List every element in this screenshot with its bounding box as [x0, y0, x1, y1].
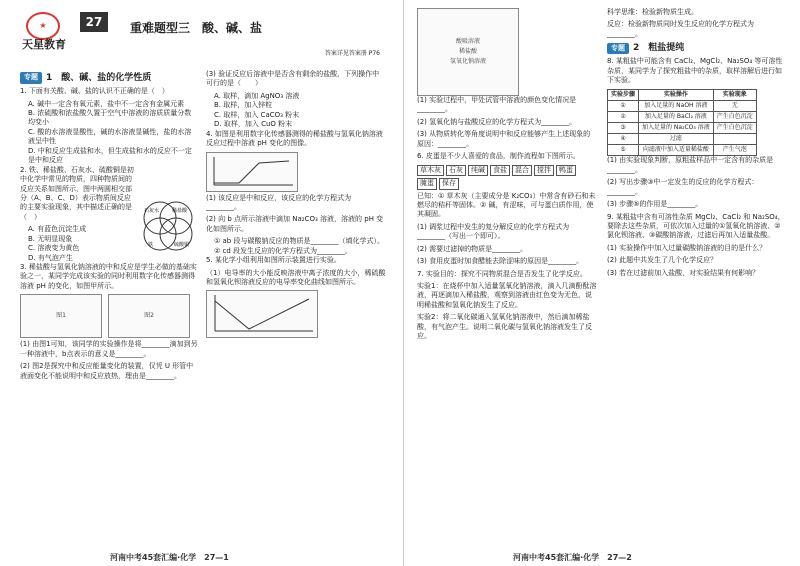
question-6-note: 已知：① 草木灰（主要成分是 K₂CO₃）中常含有砂石和未燃尽的秸秆等固体。② 碱，有涩味，可与蛋白质作用，使其凝固。	[417, 191, 596, 219]
question-7-2: 实验2：将二氧化碳通入氢氧化钠溶液中，然后滴加稀盐酸，有气泡产生。说明二氧化碳与氢氧化钠溶液发生了反应。	[417, 313, 592, 341]
q1-option: D. 中和反应生成盐和水，但生成盐和水的反应不一定是中和反应	[28, 146, 192, 165]
right-top-text-2: 反应：检验新物质同时发生反应的化学方程式为________。	[607, 20, 754, 38]
right-page	[403, 0, 800, 566]
flow-step: 鸭蛋	[556, 165, 576, 176]
q4-2-item: ② cd 段发生反应的化学方程式为________。	[214, 246, 353, 255]
flow-step: 混合	[512, 165, 532, 176]
question-5: 5. 某化学小组利用如图所示装置进行实验。	[206, 256, 341, 265]
flow-step: 纯碱	[468, 165, 488, 176]
question-3-1: (1) 由图1可知，该同学的实验操作是将________滴加到另一种溶液中，b点表示的意义是________。	[20, 340, 198, 358]
question-5-2: (2) 氢氧化钠与盐酸反应的化学方程式为________。	[417, 117, 577, 126]
flow-chart	[417, 165, 597, 190]
venn-label: 稀盐酸	[172, 207, 188, 214]
section-heading: 专题 1 酸、碱、盐的化学性质	[20, 72, 198, 84]
question-8-1: (1) 由实验现象判断，原粗盐样品中一定含有的杂质是________。	[607, 156, 774, 174]
flow-step: 腌蛋	[417, 178, 437, 189]
question-6-1: (1) 调浆过程中发生的复分解反应的化学方程式为________（写出一个即可）。	[417, 222, 570, 241]
q3-3-option: A. 取样，滴加 AgNO₃ 溶液	[214, 91, 300, 100]
right-top-text: 科学思维：检验新物质生成。	[607, 8, 698, 16]
brand: 天星教育	[22, 38, 66, 51]
footer-left: 河南中考45套汇编·化学 27—1	[110, 553, 229, 563]
header	[20, 8, 390, 63]
table-row: ⑤ 向滤液中加入适量稀盐酸 产生气泡	[608, 145, 757, 156]
question-6: 6. 皮蛋是不少人喜爱的食品，制作流程如下图所示。	[417, 152, 580, 161]
venn-label: 硫酸铜	[174, 241, 190, 248]
question-9-1: (1) 实验操作中加入过量碳酸钠溶液的目的是什么？	[607, 243, 767, 252]
question-4-1: (1) 该反应是中和反应，该反应的化学方程式为________。	[206, 193, 352, 211]
ph-chart	[206, 152, 298, 192]
question-3-3: (3) 验证反应后溶液中是否含有剩余的盐酸，下列操作中可行的是（ ）	[206, 70, 380, 88]
flow-step: 石灰	[446, 165, 466, 176]
venn-label: 铁	[148, 241, 154, 248]
q1-option: B. 浓硫酸和浓盐酸久置于空气中溶液的溶质质量分数均变小	[28, 109, 192, 127]
answer-note: 答案详见答案册 P76	[324, 50, 380, 57]
table-header: 实验操作	[639, 89, 714, 100]
table-row: ③ 加入足量的 Na₂CO₃ 溶液 产生白色沉淀	[608, 123, 757, 134]
question-7-body: 实验1：在烧杯中加入适量氢氧化钠溶液，滴入几滴酚酞溶液，再逐滴加入稀盐酸，观察到溶液由红色变为无色，说明稀盐酸和氢氧化钠发生了反应。	[417, 282, 597, 309]
question-3-2: (2) 图2是探究中和反应能量变化的装置，仅凭 U 形管中液面变化不能说明中和反应放热，理由是________。	[20, 362, 194, 380]
flow-step: 搅拌	[534, 165, 554, 176]
venn-label: 石灰水	[144, 207, 160, 214]
figure-2: 图2	[108, 294, 190, 338]
fig-label: 氢氧化钠溶液	[449, 58, 486, 66]
question-9: 9. 某粗盐中含有可溶性杂质 MgCl₂、CaCl₂ 和 Na₂SO₄，要除去这些杂质，可依次加入过量的①氢氧化钠溶液、②氯化钡溶液、③碳酸钠溶液，过滤后再加入适量盐酸。	[607, 212, 785, 240]
q2-option: A. 有蓝色沉淀生成	[28, 225, 87, 234]
question-2: 2. 铁、稀盐酸、石灰水、硫酸铜是初中化学中常见的物质，四种物质间的反应关系如图所示，图中两圆相交部分（A、B、C、D）表示物质间反应的主要实验现象，其中描述正确的是（ ）	[20, 165, 134, 221]
question-8-2: (2) 写出步骤③中一定发生的反应的化学方程式：________。	[607, 178, 759, 196]
question-9-3: (3) 若在过滤前加入盐酸，对实验结果有何影响？	[607, 268, 760, 277]
table-row: ① 加入足量的 NaOH 溶液 无	[608, 100, 757, 111]
question-1: 1. 下面有关酸、碱、盐的认识不正确的是（ ）	[20, 87, 169, 96]
right-column-2	[607, 8, 787, 546]
left-column-1	[20, 70, 198, 546]
fig-label: 稀盐酸	[458, 47, 477, 55]
fig-label: 酸吸溶液	[455, 37, 480, 45]
question-3: 3. 稀盐酸与氢氧化钠溶液的中和反应是学生必做的基础实验之一，某同学完成该实验的同时利用数字化传感器测得溶液 pH 的变化，如图甲所示。	[20, 263, 197, 290]
question-8-3: (3) 步骤⑤的作用是________。	[607, 200, 703, 209]
q1-option: C. 酸的水溶液显酸性，碱的水溶液显碱性，盐的水溶液呈中性	[28, 127, 192, 146]
flow-step: 草木灰	[417, 165, 444, 176]
table-header: 实验现象	[713, 89, 756, 100]
q4-2-item: ① ab 段与碳酸钠反应的物质是________（填化学式）。	[214, 237, 384, 246]
conductivity-chart	[206, 290, 318, 338]
table-row: ④ 过滤	[608, 134, 757, 145]
flow-step: 保存	[439, 178, 459, 189]
question-4: 4. 如图是利用数字化传感器测得的稀盐酸与氢氧化钠溶液反应过程中溶液 pH 变化的图像。	[206, 129, 383, 148]
q1-option: A. 碱中一定含有氧元素，盐中不一定含有金属元素	[28, 99, 185, 108]
question-5-note: （1）电导率的大小能反映溶液中离子浓度的大小，稀硫酸和氢氧化钡溶液反应的电导率变化曲线如图所示。	[206, 268, 386, 286]
question-6-3: (3) 食用皮蛋时加食醋能去除涩味的原因是________。	[417, 257, 584, 266]
right-column-1	[417, 8, 597, 546]
question-6-2: (2) 需要过滤掉的物质是________。	[417, 244, 528, 253]
question-5-3: (3) 从物质转化等角度说明中和反应能够产生上述现象的原因：________。	[417, 130, 591, 148]
question-7: 7. 实验目的：探究不同物质混合是否发生了化学反应。	[417, 269, 587, 278]
q2-option: C. 溶液变为黄色	[28, 244, 80, 253]
logo: ★	[26, 12, 60, 40]
question-5-1: (1) 实验过程中，甲处试管中溶液的颜色变化情况是________。	[417, 96, 577, 114]
q3-3-option: C. 取样，加入 CaCO₃ 粉末	[214, 110, 300, 119]
table-header: 实验步骤	[608, 89, 639, 100]
left-column-2	[206, 70, 386, 546]
question-4-2: (2) 向 b 点所示溶液中滴加 Na₂CO₃ 溶液，溶液的 pH 变化如图所示。	[206, 215, 384, 233]
page-title: 重难题型三 酸、碱、盐	[130, 21, 263, 35]
venn-diagram	[138, 196, 198, 256]
experiment-table	[607, 89, 757, 157]
section-heading-2: 专题 2 粗盐提纯	[607, 42, 787, 54]
q2-option: D. 有气泡产生	[28, 253, 73, 262]
question-8: 8. 某粗盐中可能含有 CaCl₂、MgCl₂、Na₂SO₄ 等可溶性杂质，某同学为了探究粗盐中的杂质，取样溶解后进行如下实验。	[607, 57, 783, 85]
q3-3-option: B. 取样，加入锌粒	[214, 101, 273, 110]
apparatus-figure	[417, 8, 519, 96]
footer-right: 河南中考45套汇编·化学 27—2	[513, 553, 632, 563]
q3-3-option: D. 取样，加入 CuO 粉末	[214, 120, 293, 129]
badge-number: 27	[80, 12, 108, 32]
q2-option: B. 无明显现象	[28, 234, 73, 243]
table-row: ② 加入足量的 BaCl₂ 溶液 产生白色沉淀	[608, 111, 757, 122]
question-9-2: (2) 此题中共发生了几个化学反应？	[607, 256, 718, 265]
figure-1: 图1	[20, 294, 102, 338]
flow-step: 食盐	[490, 165, 510, 176]
